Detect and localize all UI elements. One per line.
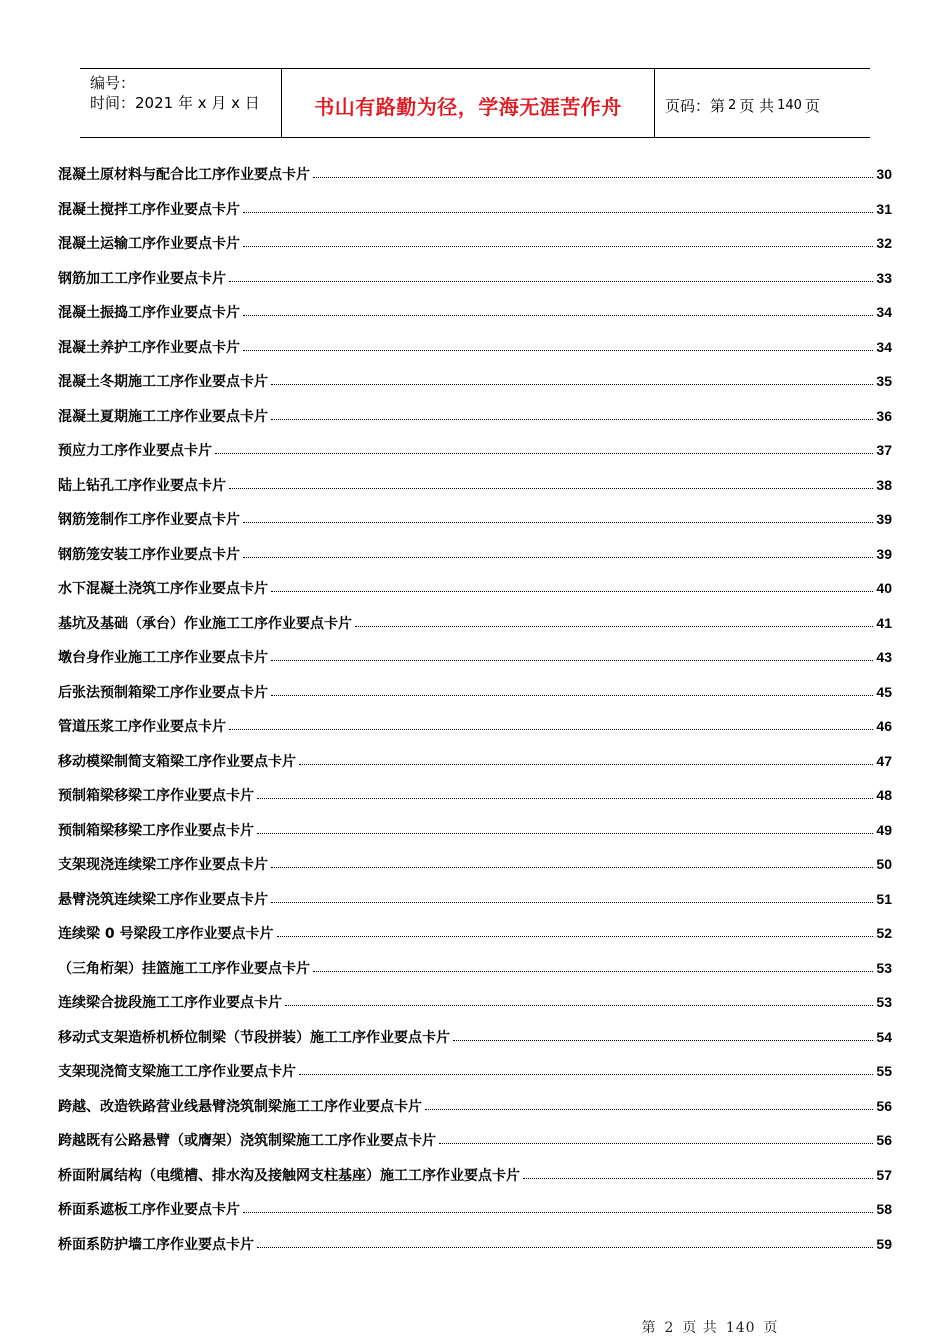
toc-entry-title: 移动式支架造桥机桥位制梁（节段拼装）施工工序作业要点卡片 — [58, 1029, 450, 1046]
toc-entry-page: 45 — [876, 683, 892, 700]
toc-entry-title: 预制箱梁移梁工序作业要点卡片 — [58, 788, 254, 805]
time-label: 时间：2021 年 x 月 x 日 — [90, 94, 260, 112]
toc-entry-title: 混凝土夏期施工工序作业要点卡片 — [58, 408, 268, 425]
toc-entry[interactable] — [58, 985, 892, 1020]
toc-entry-page: 54 — [876, 1028, 892, 1045]
toc-entry-page: 47 — [876, 752, 892, 769]
toc-entry-title: 桥面系遮板工序作业要点卡片 — [58, 1202, 240, 1219]
toc-entry[interactable] — [58, 951, 892, 986]
toc-entry-page: 31 — [876, 200, 892, 217]
toc-entry[interactable] — [58, 1089, 892, 1124]
page-total: 140 — [777, 97, 802, 113]
toc-dot-leader — [425, 1108, 873, 1110]
toc-entry-title: 陆上钻孔工序作业要点卡片 — [58, 477, 226, 494]
toc-entry-page: 57 — [876, 1166, 892, 1183]
toc-entry-page: 55 — [876, 1063, 892, 1080]
toc-entry-title: 连续梁合拢段施工工序作业要点卡片 — [58, 995, 282, 1012]
toc-entry-title: 预应力工序作业要点卡片 — [58, 443, 212, 460]
toc-entry-page: 36 — [876, 407, 892, 424]
toc-dot-leader — [257, 1246, 873, 1248]
toc-entry[interactable] — [58, 1192, 892, 1227]
toc-entry-page: 53 — [876, 994, 892, 1011]
toc-entry-title: 混凝土原材料与配合比工序作业要点卡片 — [58, 167, 310, 184]
toc-entry[interactable] — [58, 1123, 892, 1158]
toc-entry-page: 49 — [876, 821, 892, 838]
toc-entry[interactable] — [58, 744, 892, 779]
serial-label: 编号： — [90, 74, 136, 92]
toc-dot-leader — [229, 487, 873, 489]
toc-entry[interactable] — [58, 813, 892, 848]
toc-entry[interactable] — [58, 675, 892, 710]
toc-entry-title: 混凝土搅拌工序作业要点卡片 — [58, 201, 240, 218]
toc-entry-title: 跨越、改造铁路营业线悬臂浇筑制梁施工工序作业要点卡片 — [58, 1098, 422, 1115]
toc-entry-page: 39 — [876, 511, 892, 528]
toc-entry[interactable] — [58, 916, 892, 951]
toc-dot-leader — [271, 418, 873, 420]
toc-entry[interactable] — [58, 295, 892, 330]
toc-entry[interactable] — [58, 1020, 892, 1055]
toc-dot-leader — [271, 901, 873, 903]
toc-dot-leader — [277, 935, 874, 937]
toc-entry-page: 40 — [876, 580, 892, 597]
toc-entry[interactable] — [58, 364, 892, 399]
page-current: 2 — [728, 97, 737, 113]
toc-dot-leader — [271, 383, 873, 385]
toc-entry-title: 连续梁 0 号梁段工序作业要点卡片 — [58, 926, 274, 943]
toc-entry-title: 悬臂浇筑连续梁工序作业要点卡片 — [58, 891, 268, 908]
toc-entry[interactable] — [58, 157, 892, 192]
toc-dot-leader — [257, 832, 873, 834]
toc-entry-title: 钢筋笼制作工序作业要点卡片 — [58, 512, 240, 529]
page-footer — [0, 1317, 950, 1337]
toc-entry[interactable] — [58, 226, 892, 261]
page-prefix: 页码：第 — [665, 96, 726, 115]
toc-entry[interactable] — [58, 468, 892, 503]
header-page-number — [655, 69, 870, 137]
toc-entry[interactable] — [58, 537, 892, 572]
toc-entry-page: 30 — [876, 166, 892, 183]
toc-entry-page: 43 — [876, 649, 892, 666]
toc-entry[interactable] — [58, 1158, 892, 1193]
toc-entry-title: 后张法预制箱梁工序作业要点卡片 — [58, 684, 268, 701]
toc-entry-page: 56 — [876, 1097, 892, 1114]
toc-dot-leader — [215, 452, 873, 454]
toc-dot-leader — [313, 970, 873, 972]
toc-entry-page: 32 — [876, 235, 892, 252]
toc-entry[interactable] — [58, 261, 892, 296]
toc-entry-page: 56 — [876, 1132, 892, 1149]
toc-dot-leader — [229, 280, 873, 282]
toc-entry-page: 34 — [876, 304, 892, 321]
toc-entry-page: 51 — [876, 890, 892, 907]
toc-dot-leader — [299, 763, 873, 765]
toc-entry[interactable] — [58, 882, 892, 917]
toc-entry[interactable] — [58, 778, 892, 813]
toc-entry-page: 58 — [876, 1201, 892, 1218]
toc-entry-title: 移动模梁制简支箱梁工序作业要点卡片 — [58, 753, 296, 770]
toc-entry-page: 37 — [876, 442, 892, 459]
toc-entry-page: 53 — [876, 959, 892, 976]
toc-entry-page: 35 — [876, 373, 892, 390]
toc-dot-leader — [243, 521, 873, 523]
toc-dot-leader — [243, 556, 873, 558]
toc-entry-page: 34 — [876, 338, 892, 355]
toc-entry-title: 混凝土运输工序作业要点卡片 — [58, 236, 240, 253]
toc-entry[interactable] — [58, 1227, 892, 1262]
toc-entry-page: 59 — [876, 1235, 892, 1252]
toc-entry-title: 墩台身作业施工工序作业要点卡片 — [58, 650, 268, 667]
toc-entry-title: 桥面系防护墙工序作业要点卡片 — [58, 1236, 254, 1253]
toc-entry[interactable] — [58, 330, 892, 365]
page-header — [80, 68, 870, 138]
table-of-contents — [58, 157, 892, 1261]
toc-entry[interactable] — [58, 847, 892, 882]
toc-entry-title: 混凝土冬期施工工序作业要点卡片 — [58, 374, 268, 391]
toc-entry-title: 管道压浆工序作业要点卡片 — [58, 719, 226, 736]
footer-suffix: 页 — [763, 1320, 779, 1336]
toc-entry-page: 46 — [876, 718, 892, 735]
toc-entry[interactable] — [58, 433, 892, 468]
toc-dot-leader — [229, 728, 873, 730]
page-mid: 页 共 — [739, 96, 775, 115]
footer-prefix: 第 — [641, 1320, 657, 1336]
toc-entry-title: 基坑及基础（承台）作业施工工序作业要点卡片 — [58, 615, 352, 632]
page-suffix: 页 — [804, 96, 820, 115]
toc-entry-page: 33 — [876, 269, 892, 286]
toc-entry-title: （三角桁架）挂篮施工工序作业要点卡片 — [58, 960, 310, 977]
toc-dot-leader — [271, 590, 873, 592]
toc-entry-page: 41 — [876, 614, 892, 631]
toc-entry[interactable] — [58, 571, 892, 606]
header-motto: 书山有路勤为径，学海无涯苦作舟 — [282, 69, 655, 137]
toc-entry[interactable] — [58, 399, 892, 434]
toc-dot-leader — [439, 1142, 873, 1144]
toc-entry-title: 支架现浇连续梁工序作业要点卡片 — [58, 857, 268, 874]
header-meta — [80, 69, 282, 137]
toc-dot-leader — [453, 1039, 873, 1041]
toc-entry-page: 48 — [876, 787, 892, 804]
toc-dot-leader — [243, 245, 873, 247]
toc-dot-leader — [243, 211, 873, 213]
toc-dot-leader — [271, 866, 873, 868]
toc-entry-title: 混凝土振捣工序作业要点卡片 — [58, 305, 240, 322]
toc-entry-page: 38 — [876, 476, 892, 493]
footer-current: 2 — [664, 1320, 675, 1336]
toc-entry-title: 预制箱梁移梁工序作业要点卡片 — [58, 822, 254, 839]
toc-entry[interactable] — [58, 1054, 892, 1089]
toc-entry-page: 52 — [876, 925, 892, 942]
toc-dot-leader — [285, 1004, 873, 1006]
toc-entry-title: 混凝土养护工序作业要点卡片 — [58, 339, 240, 356]
toc-entry-title: 桥面附属结构（电缆槽、排水沟及接触网支柱基座）施工工序作业要点卡片 — [58, 1167, 520, 1184]
toc-entry-title: 支架现浇简支梁施工工序作业要点卡片 — [58, 1064, 296, 1081]
toc-dot-leader — [271, 694, 873, 696]
toc-dot-leader — [257, 797, 873, 799]
toc-entry-title: 钢筋笼安装工序作业要点卡片 — [58, 546, 240, 563]
toc-dot-leader — [313, 176, 873, 178]
toc-entry-page: 39 — [876, 545, 892, 562]
toc-dot-leader — [243, 1211, 873, 1213]
toc-dot-leader — [355, 625, 873, 627]
toc-entry[interactable] — [58, 606, 892, 641]
toc-dot-leader — [523, 1177, 873, 1179]
toc-entry[interactable] — [58, 640, 892, 675]
footer-total: 140 — [725, 1320, 756, 1336]
toc-entry[interactable] — [58, 709, 892, 744]
toc-dot-leader — [271, 659, 873, 661]
toc-entry-title: 钢筋加工工序作业要点卡片 — [58, 270, 226, 287]
toc-entry-title: 水下混凝土浇筑工序作业要点卡片 — [58, 581, 268, 598]
toc-entry[interactable] — [58, 192, 892, 227]
toc-dot-leader — [243, 314, 873, 316]
toc-entry-page: 50 — [876, 856, 892, 873]
toc-dot-leader — [299, 1073, 873, 1075]
toc-entry-title: 跨越既有公路悬臂（或膺架）浇筑制梁施工工序作业要点卡片 — [58, 1133, 436, 1150]
footer-mid: 页 共 — [682, 1320, 718, 1336]
toc-entry[interactable] — [58, 502, 892, 537]
toc-dot-leader — [243, 349, 873, 351]
